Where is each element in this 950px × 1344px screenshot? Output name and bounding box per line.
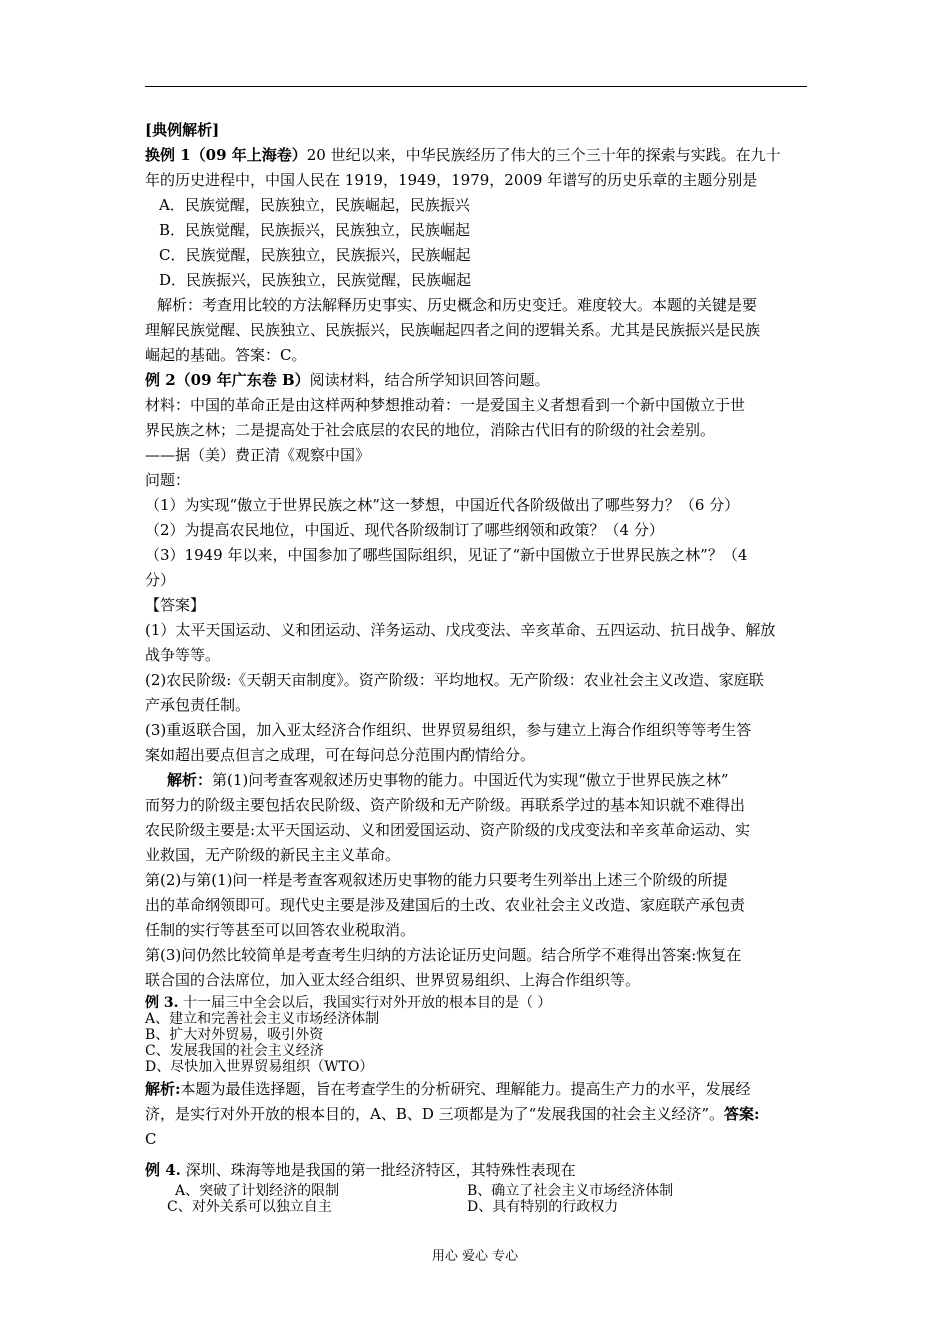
example-1-analysis: 崛起的基础。答案：C。 — [145, 346, 307, 364]
example-2-question: 分） — [145, 571, 176, 589]
example-3-option-a: A、建立和完善社会主义市场经济体制 — [145, 1011, 380, 1027]
example-2-material: 材料：中国的革命正是由这样两种梦想推动着：一是爱国主义者想看到一个新中国傲立于世 — [145, 396, 746, 414]
example-3-option-c: C、发展我国的社会主义经济 — [145, 1043, 324, 1059]
example-1-stem: 换例 1（09 年上海卷）20 世纪以来，中华民族经历了伟大的三个三十年的探索与实践。在九十 — [145, 146, 781, 164]
example-4-options-row — [145, 1183, 807, 1199]
example-3-analysis-label: 解析: — [145, 1080, 181, 1098]
example-2-answer: (3)重返联合国，加入亚太经济合作组织、世界贸易组织，参与建立上海合作组织等等考生答 — [145, 721, 752, 739]
example-2-question: （1）为实现“傲立于世界民族之林”这一梦想，中国近代各阶级做出了哪些努力？（6 分） — [145, 496, 740, 514]
example-2-analysis: 联合国的合法席位，加入亚太经合组织、世界贸易组织、上海合作组织等。 — [145, 971, 641, 989]
example-4-option-b: B、确立了社会主义市场经济体制 — [467, 1183, 674, 1199]
example-4-option-c: C、对外关系可以独立自主 — [167, 1199, 332, 1215]
example-2-answer: 产承包责任制。 — [145, 696, 251, 714]
example-2-analysis: 第(3)问仍然比较简单是考查考生归纳的方法论证历史问题。结合所学不难得出答案:恢复在 — [145, 946, 742, 964]
example-2-analysis: 任制的实行等甚至可以回答农业税取消。 — [145, 921, 416, 939]
example-2-answer: 战争等等。 — [145, 646, 221, 664]
example-4-stem: 例 4. 深圳、珠海等地是我国的第一批经济特区，其特殊性表现在 — [145, 1161, 576, 1179]
example-2-analysis: 解析：第(1)问考查客观叙述历史事物的能力。中国近代为实现“傲立于世界民族之林” — [167, 771, 729, 789]
example-2-question: （2）为提高农民地位，中国近、现代各阶级制订了哪些纲领和政策？（4 分） — [145, 521, 664, 539]
example-1-option-c: C．民族觉醒，民族独立，民族振兴，民族崛起 — [159, 246, 471, 264]
example-2-analysis: 出的革命纲领即可。现代史主要是涉及建国后的土改、农业社会主义改造、家庭联产承包责 — [145, 896, 746, 914]
example-2-stem: 例 2（09 年广东卷 B）阅读材料，结合所学知识回答问题。 — [145, 371, 550, 389]
example-3-option-b: B、扩大对外贸易，吸引外资 — [145, 1027, 324, 1043]
example-3-answer-label: 答案: — [724, 1105, 760, 1123]
example-2-source: ——据（美）费正清《观察中国》 — [145, 446, 371, 464]
example-2-material: 界民族之林；二是提高处于社会底层的农民的地位，消除古代旧有的阶级的社会差别。 — [145, 421, 716, 439]
example-2-answer: (2)农民阶级:《天朝天亩制度》。资产阶级：平均地权。无产阶级：农业社会主义改造、家庭联 — [145, 671, 764, 689]
example-2-label: 例 2（09 年广东卷 B） — [145, 371, 310, 389]
example-1-stem-cont: 年的历史进程中，中国人民在 1919，1949，1979，2009 年谱写的历史乐章的主题分别是 — [145, 171, 758, 189]
example-3-analysis: 解析:本题为最佳选择题，旨在考查学生的分析研究、理解能力。提高生产力的水平，发展经 — [145, 1080, 751, 1098]
example-3-answer: C — [145, 1130, 157, 1148]
example-1-analysis: 解析：考查用比较的方法解释历史事实、历史概念和历史变迁。难度较大。本题的关键是要 — [157, 296, 758, 314]
example-4-label: 例 4. — [145, 1161, 181, 1179]
header-rule — [145, 86, 807, 87]
example-2-analysis: 而努力的阶级主要包括农民阶级、资产阶级和无产阶级。再联系学过的基本知识就不难得出 — [145, 796, 746, 814]
example-2-analysis-label: 解析： — [167, 771, 213, 789]
example-4-option-d: D、具有特别的行政权力 — [467, 1199, 619, 1215]
example-3-analysis: 济，是实行对外开放的根本目的，A、B、D 三项都是为了“发展我国的社会主义经济”。答案: — [145, 1105, 760, 1123]
example-3-option-d: D、尽快加入世界贸易组织（WTO） — [145, 1059, 374, 1075]
example-2-answer: (1）太平天国运动、义和团运动、洋务运动、戊戌变法、辛亥革命、五四运动、抗日战争、解放 — [145, 621, 776, 639]
example-1-option-d: D．民族振兴，民族独立，民族觉醒，民族崛起 — [159, 271, 472, 289]
example-1-label: 换例 1（09 年上海卷） — [145, 146, 307, 164]
example-2-answer: 案如超出要点但言之成理，可在每问总分范围内酌情给分。 — [145, 746, 536, 764]
example-2-analysis: 农民阶级主要是:太平天国运动、义和团爱国运动、资产阶级的戊戌变法和辛亥革命运动、实 — [145, 821, 751, 839]
example-1-analysis: 理解民族觉醒、民族独立、民族振兴，民族崛起四者之间的逻辑关系。尤其是民族振兴是民族 — [145, 321, 761, 339]
page-footer: 用心 爱心 专心 — [431, 1249, 519, 1264]
example-4-option-a: A、突破了计划经济的限制 — [175, 1183, 340, 1199]
example-2-answer-label: 【答案】 — [145, 596, 206, 614]
example-2-analysis: 第(2)与第(1)问一样是考查客观叙述历史事物的能力只要考生列举出上述三个阶级的所提 — [145, 871, 728, 889]
example-3-stem: 例 3. 十一届三中全会以后，我国实行对外开放的根本目的是（ ） — [145, 995, 552, 1011]
example-3-label: 例 3. — [145, 995, 179, 1011]
example-2-question-label: 问题： — [145, 471, 191, 489]
example-1-option-a: A．民族觉醒，民族独立，民族崛起，民族振兴 — [159, 196, 470, 214]
section-title: [典例解析] — [145, 121, 220, 139]
example-4-options-row — [145, 1199, 807, 1215]
example-2-question: （3）1949 年以来，中国参加了哪些国际组织，见证了“新中国傲立于世界民族之林”？（4 — [145, 546, 748, 564]
example-2-analysis: 业救国，无产阶级的新民主主义革命。 — [145, 846, 401, 864]
document-body — [145, 118, 807, 1215]
example-1-option-b: B．民族觉醒，民族振兴，民族独立，民族崛起 — [159, 221, 471, 239]
